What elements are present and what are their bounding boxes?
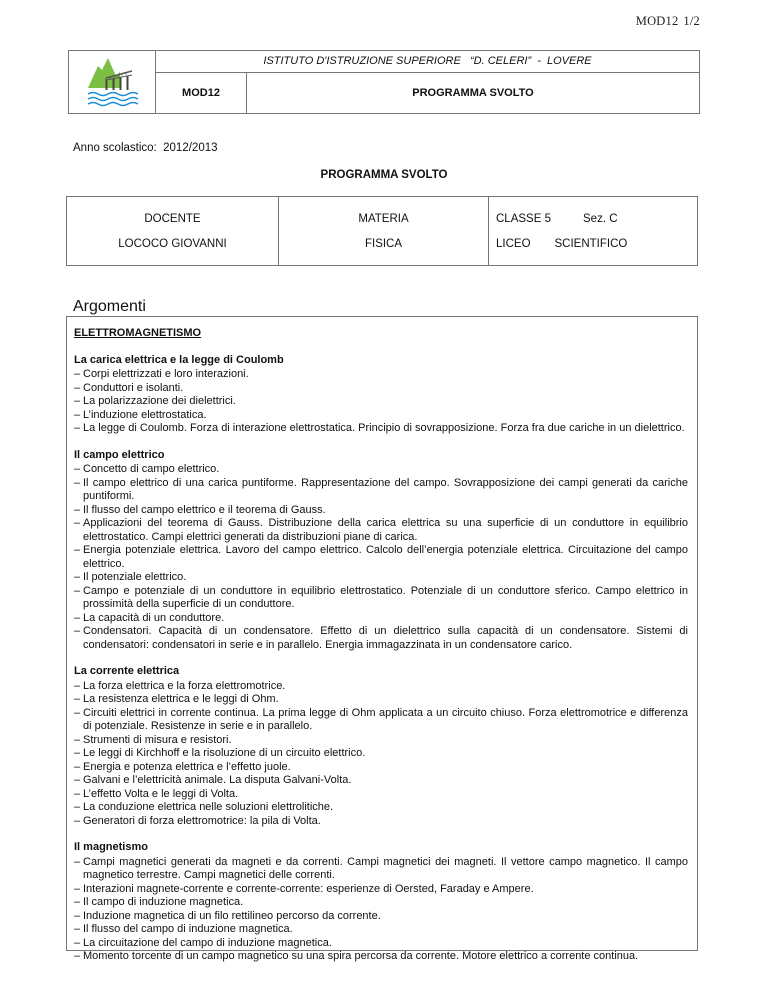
list-item: – La capacità di un conduttore. [74, 612, 688, 626]
list-item: – Energia potenziale elettrica. Lavoro del campo elettrico. Calcolo dell’energia potenziale elettrica. Circuitazione del campo elettrico. [74, 544, 688, 571]
list-item: – Il flusso del campo elettrico e il teorema di Gauss. [74, 504, 688, 518]
list-item: – Applicazioni del teorema di Gauss. Distribuzione della carica elettrica su una superficie di un conduttore in equilibrio elettrostatico. Campi elettrici generati da distribuzioni piane di carica. [74, 517, 688, 544]
list-item: – Momento torcente di un campo magnetico su una spira percorsa da corrente. Motore elettrico a corrente continua. [74, 950, 688, 964]
section-value: C [609, 213, 618, 225]
subject-column [278, 197, 488, 265]
list-item: – Corpi elettrizzati e loro interazioni. [74, 368, 688, 382]
list-item: – Il potenziale elettrico. [74, 571, 688, 585]
page-title: PROGRAMMA SVOLTO [320, 169, 448, 181]
list-item: – Interazioni magnete-corrente e corrente-corrente: esperienze di Oersted, Faraday e Ampere. [74, 883, 688, 897]
section-label: Sez. [583, 213, 607, 225]
list-item: – Le leggi di Kirchhoff e la risoluzione di un circuito elettrico. [74, 747, 688, 761]
list-item: – Galvani e l’elettricità animale. La disputa Galvani-Volta. [74, 774, 688, 788]
teacher-name: LOCOCO GIOVANNI [118, 238, 227, 250]
class-column [488, 197, 697, 265]
topics-heading: Argomenti [73, 298, 146, 315]
topic-list [74, 680, 688, 829]
list-item: – La legge di Coulomb. Forza di interazione elettrostatica. Principio di sovrapposizione. Forza fra due cariche in un dielettrico. [74, 422, 688, 436]
page-reference [636, 14, 700, 29]
track-type: LICEO [496, 238, 531, 250]
list-item: – La forza elettrica e la forza elettromotrice. [74, 680, 688, 694]
topic-block [74, 841, 688, 964]
list-item: – La resistenza elettrica e le leggi di Ohm. [74, 693, 688, 707]
topic-list [74, 368, 688, 436]
topic-block [74, 449, 688, 653]
teacher-label: DOCENTE [144, 213, 201, 225]
class-label: CLASSE [496, 213, 542, 225]
page-ref-code: MOD12 [635, 14, 679, 28]
list-item: – Circuiti elettrici in corrente continua. La prima legge di Ohm applicata a un circuito chiuso. Forza elettromotrice e differenza di potenziale. Resistenze in serie e in parallelo. [74, 707, 688, 734]
topic-block [74, 665, 688, 828]
document-type: PROGRAMMA SVOLTO [412, 87, 534, 99]
list-item: – L’effetto Volta e le leggi di Volta. [74, 788, 688, 802]
topics-box [66, 316, 698, 962]
list-item: – Concetto di campo elettrico. [74, 463, 688, 477]
topic-title: Il magnetismo [74, 841, 148, 853]
topic-title: La carica elettrica e la legge di Coulomb [74, 353, 284, 366]
list-item: – L’induzione elettrostatica. [74, 409, 688, 423]
track-name: SCIENTIFICO [554, 238, 628, 250]
subject-value: FISICA [364, 238, 403, 250]
logo-cell [69, 51, 156, 113]
school-year [73, 142, 218, 154]
section-title: ELETTROMAGNETISMO [74, 327, 202, 339]
topic-title: Il campo elettrico [74, 448, 165, 461]
list-item: – La polarizzazione dei dielettrici. [74, 395, 688, 409]
school-year-value: 2012/2013 [163, 142, 218, 154]
list-item: – La conduzione elettrica nelle soluzioni elettrolitiche. [74, 801, 688, 815]
list-item: – Induzione magnetica di un filo rettilineo percorso da corrente. [74, 910, 688, 924]
subject-label: MATERIA [358, 213, 409, 225]
list-item: – Il campo elettrico di una carica puntiforme. Rappresentazione del campo. Sovrapposizione dei campi generati da cariche puntiformi. [74, 477, 688, 504]
list-item: – Strumenti di misura e resistori. [74, 734, 688, 748]
topic-list [74, 463, 688, 652]
institute-name: ISTITUTO D'ISTRUZIONE SUPERIORE “D. CELERI” - LOVERE [156, 51, 699, 73]
list-item: – Il campo di induzione magnetica. [74, 896, 688, 910]
list-item: – Conduttori e isolanti. [74, 382, 688, 396]
school-year-label: Anno scolastico: [73, 142, 157, 154]
list-item: – Energia e potenza elettrica e l’effetto juole. [74, 761, 688, 775]
school-logo-icon [86, 56, 140, 108]
topic-list [74, 856, 688, 964]
course-info-table [66, 196, 698, 266]
class-section [496, 213, 697, 225]
list-item: – Campo e potenziale di un conduttore in equilibrio elettrostatico. Potenziale di un conduttore sferico. Campo elettrico in prossimità della superficie di un conduttore. [74, 585, 688, 612]
list-item: – Campi magnetici generati da magneti e da correnti. Campi magnetici dei magneti. Il vettore campo magnetico. Il campo magnetico terrestre. Campi magnetici delle correnti. [74, 856, 688, 883]
list-item: – Generatori di forza elettromotrice: la pila di Volta. [74, 815, 688, 829]
topic-block [74, 354, 688, 436]
list-item: – Condensatori. Capacità di un condensatore. Effetto di un dielettrico sulla capacità di un condensatore. Sistemi di condensatori: condensatori in serie e in parallelo. Energia immagazzinata in un condensatore carico. [74, 625, 688, 652]
class-value: 5 [544, 213, 551, 225]
list-item: – Il flusso del campo di induzione magnetica. [74, 923, 688, 937]
school-track [496, 238, 697, 250]
document-header-table [68, 50, 700, 114]
teacher-column [67, 197, 278, 265]
page-ref-number: 1/2 [683, 14, 700, 28]
list-item: – La circuitazione del campo di induzione magnetica. [74, 937, 688, 951]
module-code: MOD12 [156, 73, 247, 113]
topic-title: La corrente elettrica [74, 665, 180, 677]
